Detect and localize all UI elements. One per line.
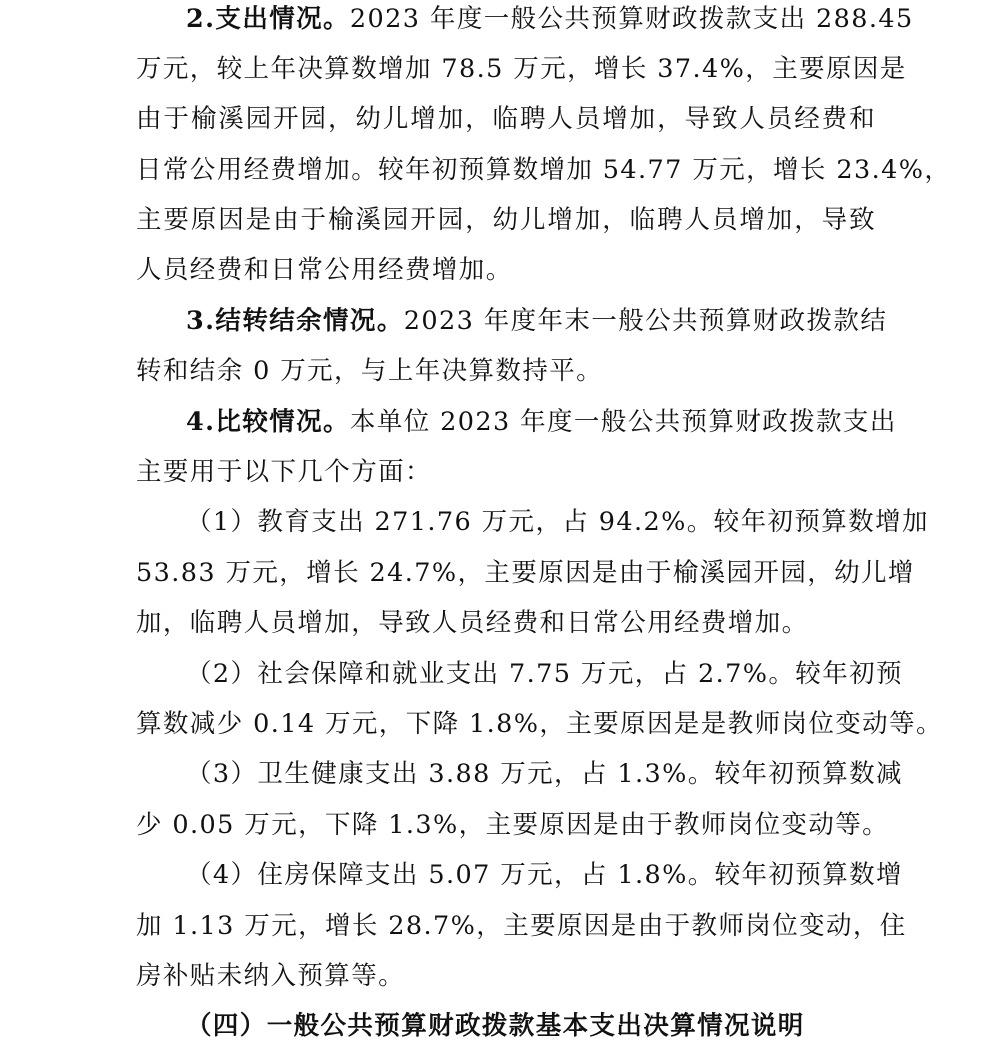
paragraph-line — [186, 296, 888, 346]
paragraph-line — [136, 598, 876, 648]
line-text: 算数减少 0.14 万元，下降 1.8%，主要原因是是教师岗位变动等。 — [136, 709, 943, 739]
line-text: 加 1.13 万元，增长 28.7%，主要原因是由于教师岗位变动，住 — [136, 911, 907, 941]
paragraph-line — [136, 195, 876, 245]
paragraph-line — [136, 94, 876, 144]
line-text: 2023 年度一般公共预算财政拨款支出 288.45 — [349, 4, 914, 34]
paragraph-line — [136, 548, 915, 598]
paragraph-line — [136, 346, 876, 396]
line-text: 房补贴未纳入预算等。 — [136, 961, 406, 991]
paragraph-line — [186, 649, 903, 699]
line-text: 日常公用经费增加。较年初预算数增加 54.77 万元，增长 23.4%， — [136, 155, 952, 185]
paragraph-line — [186, 850, 903, 900]
line-text: （4）住房保障支出 5.07 万元，占 1.8%。较年初预算数增 — [186, 860, 903, 890]
paragraph-line — [136, 800, 890, 850]
line-text: 2023 年度年末一般公共预算财政拨款结 — [403, 306, 888, 336]
section-heading: 4.比较情况。 — [186, 407, 350, 437]
paragraph-line — [136, 44, 907, 94]
line-text: 人员经费和日常公用经费增加。 — [136, 255, 513, 285]
paragraph-line — [186, 397, 897, 447]
section-heading: 2.支出情况。 — [186, 4, 350, 34]
section-heading: 3.结转结余情况。 — [186, 306, 404, 336]
line-text: 加，临聘人员增加，导致人员经费和日常公用经费增加。 — [136, 608, 809, 638]
line-text: （3）卫生健康支出 3.88 万元，占 1.3%。较年初预算数减 — [186, 759, 903, 789]
paragraph-line — [186, 749, 903, 799]
line-text: （四）一般公共预算财政拨款基本支出决算情况说明 — [186, 1011, 805, 1041]
line-text: 本单位 2023 年度一般公共预算财政拨款支出 — [349, 407, 897, 437]
line-text: 由于榆溪园开园，幼儿增加，临聘人员增加，导致人员经费和 — [136, 104, 876, 134]
paragraph-line — [186, 497, 929, 547]
line-text: （1）教育支出 271.76 万元，占 94.2%。较年初预算数增加 — [186, 507, 929, 537]
line-text: 少 0.05 万元，下降 1.3%，主要原因是由于教师岗位变动等。 — [136, 810, 890, 840]
line-text: （2）社会保障和就业支出 7.75 万元，占 2.7%。较年初预 — [186, 659, 903, 689]
paragraph-line — [136, 901, 907, 951]
line-text: 53.83 万元，增长 24.7%，主要原因是由于榆溪园开园，幼儿增 — [136, 558, 915, 588]
paragraph-line — [136, 145, 952, 195]
paragraph-line — [186, 0, 914, 44]
line-text: 万元，较上年决算数增加 78.5 万元，增长 37.4%，主要原因是 — [136, 54, 907, 84]
line-text: 主要原因是由于榆溪园开园，幼儿增加，临聘人员增加，导致 — [136, 205, 876, 235]
line-text: 转和结余 0 万元，与上年决算数持平。 — [136, 356, 604, 386]
paragraph-line — [136, 699, 943, 749]
paragraph-line — [136, 951, 876, 1001]
paragraph-line — [136, 245, 876, 295]
line-text: 主要用于以下几个方面： — [136, 457, 432, 487]
paragraph-line — [136, 447, 876, 497]
